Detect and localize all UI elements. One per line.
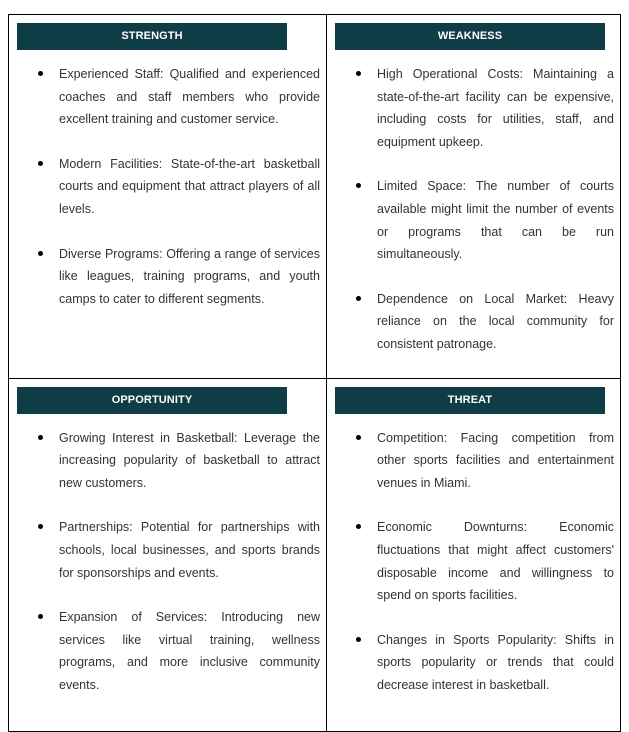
bullet-icon: [38, 251, 43, 256]
list-item: [17, 153, 320, 221]
list-item-text: Economic Downturns: Economic fluctuations that might affect customers' disposable income and willingness to spend on sports facilities.: [377, 520, 614, 603]
list-item-text: Expansion of Services: Introducing new services like virtual training, wellness programs, and more inclusive community events.: [59, 610, 320, 692]
opportunity-list: [17, 427, 320, 697]
list-item-text: Modern Facilities: State-of-the-art basketball courts and equipment that attract players of all levels.: [59, 156, 320, 216]
list-item-text: Limited Space: The number of courts available might limit the number of events or programs that can be run simultaneously.: [377, 179, 614, 262]
list-item: [335, 175, 614, 265]
list-item-text: Experienced Staff: Qualified and experienced coaches and staff members who provide excellent training and customer service.: [59, 67, 320, 127]
opportunity-quadrant: [9, 378, 327, 731]
bullet-icon: [38, 524, 43, 529]
strength-quadrant: [9, 15, 327, 379]
threat-list: [335, 427, 614, 697]
bullet-icon: [38, 161, 43, 166]
list-item-text: Diverse Programs: Offering a range of services like leagues, training programs, and youth camps to cater to different segments.: [59, 246, 320, 306]
list-item-text: Growing Interest in Basketball: Leverage the increasing popularity of basketball to attract new customers.: [59, 430, 320, 490]
list-item: [17, 606, 320, 696]
list-item-text: Dependence on Local Market: Heavy reliance on the local community for consistent patronage.: [377, 291, 614, 351]
bullet-icon: [356, 524, 361, 529]
list-item-text: Partnerships: Potential for partnerships with schools, local businesses, and sports brands for sponsorships and events.: [59, 520, 320, 580]
bullet-icon: [38, 71, 43, 76]
threat-header: THREAT: [335, 387, 605, 414]
list-item: [335, 516, 614, 606]
opportunity-header: OPPORTUNITY: [17, 387, 287, 414]
list-item: [335, 427, 614, 495]
weakness-quadrant: [327, 15, 621, 379]
bullet-icon: [356, 637, 361, 642]
bullet-icon: [356, 183, 361, 188]
list-item: [17, 63, 320, 131]
list-item: [17, 516, 320, 584]
swot-row-top: [9, 15, 621, 379]
swot-table: [8, 14, 621, 732]
bullet-icon: [38, 614, 43, 619]
bullet-icon: [38, 435, 43, 440]
list-item-text: Changes in Sports Popularity: Shifts in sports popularity or trends that could decrease interest in basketball.: [377, 632, 614, 692]
list-item: [335, 629, 614, 697]
strength-list: [17, 63, 320, 310]
list-item: [335, 63, 614, 153]
list-item: [17, 243, 320, 311]
threat-quadrant: [327, 378, 621, 731]
swot-row-bottom: [9, 378, 621, 731]
weakness-list: [335, 63, 614, 356]
list-item: [335, 288, 614, 356]
list-item: [17, 427, 320, 495]
list-item-text: Competition: Facing competition from other sports facilities and entertainment venues in Miami.: [377, 430, 614, 490]
bullet-icon: [356, 71, 361, 76]
weakness-header: WEAKNESS: [335, 23, 605, 50]
strength-header: STRENGTH: [17, 23, 287, 50]
bullet-icon: [356, 435, 361, 440]
list-item-text: High Operational Costs: Maintaining a state-of-the-art facility can be expensive, including costs for utilities, staff, and equipment upkeep.: [377, 67, 614, 149]
bullet-icon: [356, 296, 361, 301]
